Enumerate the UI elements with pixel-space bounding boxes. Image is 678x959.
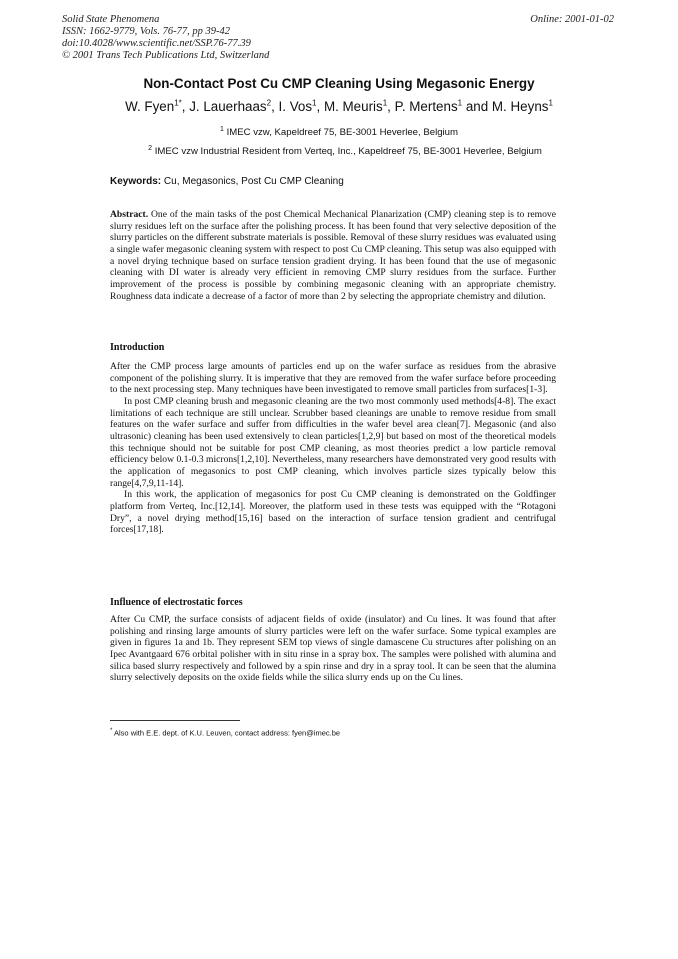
keywords-label: Keywords:	[110, 176, 162, 187]
issn-line: ISSN: 1662-9779, Vols. 76-77, pp 39-42	[62, 26, 230, 37]
abstract-text: One of the main tasks of the post Chemical Mechanical Planarization (CMP) cleaning step is to remove slurry residues left on the surface after the polishing process. It has been found that very selective deposition of the slurry particles on the different substrate materials is possible. Removal of these slurry residues was evaluated using a single wafer megasonic cleaning system with respect to post Cu CMP cleaning. This setup was also equipped with a novel drying technique based on surface tension gradient drying. It has been found that the use of megasonic cleaning with DI water is already very efficient in removing CMP slurry residues from the surface. Further improvement of the process is possible by combining megasonic cleaning with an appropriate chemistry. Roughness data indicate a decrease of a factor of more than 2 by selecting the appropriate chemistry and dilution.	[110, 209, 556, 302]
footnote: * Also with E.E. dept. of K.U. Leuven, contact address: fyen@imec.be	[110, 728, 341, 738]
publication-header	[62, 14, 269, 62]
introduction-body	[110, 361, 556, 536]
section-heading-electrostatic: Influence of electrostatic forces	[110, 597, 243, 608]
paragraph: After Cu CMP, the surface consists of adjacent fields of oxide (insulator) and Cu lines. It was found that after polishing and rinsing large amounts of slurry particles were left on the wafer surface. Some typical examples are given in figures 1a and 1b. They represent SEM top views of single damascene Cu structures after polishing on an Ipec Avantgaard 676 orbital polisher with in situ rinse in a spray box. The samples were polished with alumina and silica based slurry respectively and followed by a spin rinse and dry in a spray tool. It can be seen that the alumina slurry selectively deposits on the oxide fields while the silica slurry ends up on the Cu lines.	[110, 614, 556, 684]
author: J. Lauerhaas$^2$,	[189, 99, 279, 115]
affiliation-1: $^1$ IMEC vzw, Kapeldreef 75, BE-3001 Heverlee, Belgium	[219, 126, 458, 139]
affiliation-2: $^2$ IMEC vzw Industrial Resident from Verteq, Inc., Kapeldreef 75, BE-3001 Heverlee, Belgium	[148, 145, 542, 158]
paragraph: In this work, the application of megasonics for post Cu CMP cleaning is demonstrated on the Goldfinger platform from Verteq, Inc.[12,14]. Moreover, the platform used in these tests was equipped with the “Rotagoni Dry”, a novel drying method[15,16] based on the interaction of surface tension gradient and centrifugal forces[17,18].	[110, 489, 556, 536]
keywords-text: Cu, Megasonics, Post Cu CMP Cleaning	[163, 176, 344, 187]
copyright-line: © 2001 Trans Tech Publications Ltd, Switzerland	[62, 50, 270, 61]
abstract-label: Abstract.	[110, 209, 149, 220]
keywords	[110, 176, 344, 187]
section-heading-introduction: Introduction	[110, 342, 165, 353]
footnote-divider	[110, 720, 240, 721]
doi-line: doi:10.4028/www.scientific.net/SSP.76-77.39	[62, 38, 251, 49]
electrostatic-body	[110, 614, 556, 684]
journal-name: Solid State Phenomena	[62, 14, 160, 25]
author-list	[0, 99, 678, 114]
author: P. Mertens$^1$ and	[394, 99, 492, 115]
paper-title: Non-Contact Post Cu CMP Cleaning Using Megasonic Energy	[143, 76, 535, 91]
paragraph: In post CMP cleaning brush and megasonic cleaning are the two most commonly used methods[4-8]. The exact limitations of each technique are still unclear. Scrubber based cleanings are unable to remove residue from small features on the wafer surface and suffer from difficulties in the wafer bevel area clean[7]. Megasonic (and also ultrasonic) cleaning has been used extensively to clean particles[1,2,9] but based on most of the theoretical models this technique should not be suitable for post CMP cleaning, as most theories predict a low particle removal efficiency below 0.1-0.3 microns[1,2,10]. Nevertheless, many researchers have demonstrated very good results with the application of megasonics to post CMP cleaning, which involves particle sizes typically below this range[4,7,9,11-14].	[110, 395, 556, 489]
paragraph: After the CMP process large amounts of particles end up on the wafer surface as residues from the abrasive component of the polishing slurry. It is imperative that they are removed from the wafer surface before proceeding to the next processing step. Many techniques have been investigated to remove small particles from surfaces[1-3].	[110, 361, 556, 396]
online-date: Online: 2001-01-02	[530, 14, 614, 25]
abstract	[110, 209, 556, 302]
author: W. Fyen$^{1*}$,	[125, 99, 190, 115]
author: I. Vos$^1$,	[278, 99, 324, 115]
author: M. Heyns$^1$	[491, 99, 553, 115]
author: M. Meuris$^1$,	[323, 99, 395, 115]
